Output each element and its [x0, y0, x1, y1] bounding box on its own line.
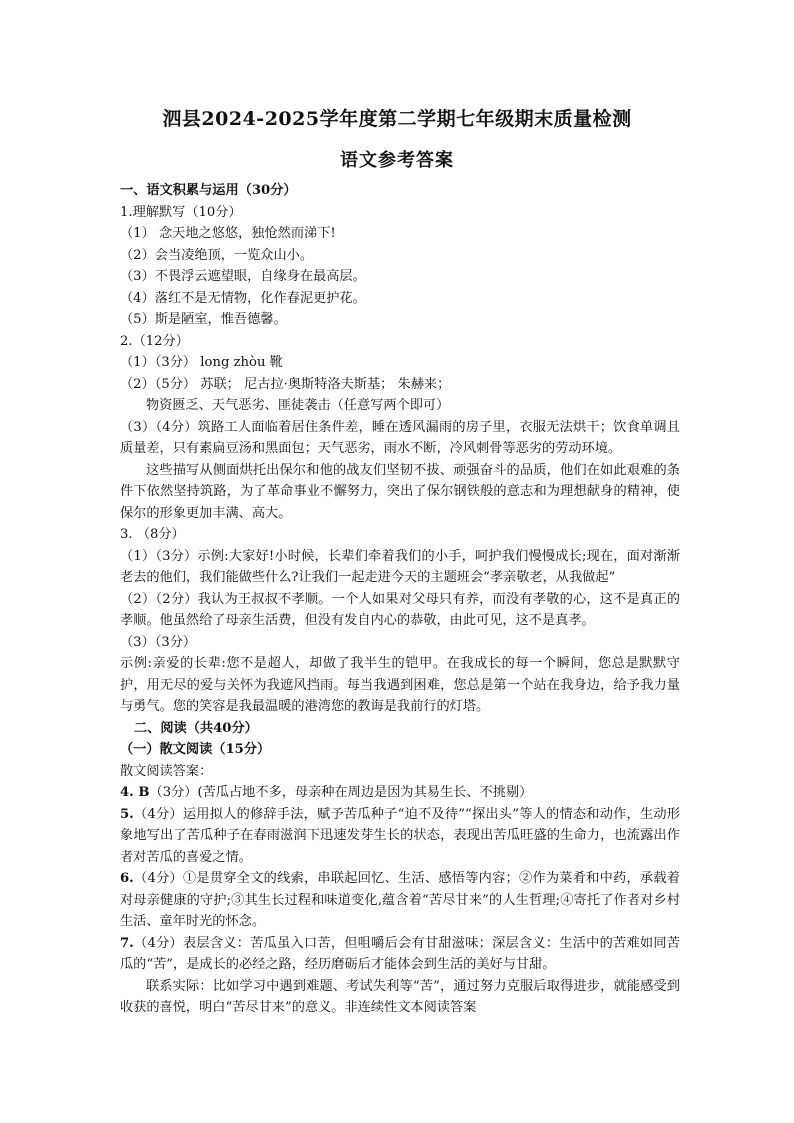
q2-item-3: （3）（4分）筑路工人面临着居住条件差，睡在透风漏雨的房子里，衣服无法烘干；饮食单调且质量差，只有素扁豆汤和黑面包；天气恶劣，雨水不断，冷风刺骨等恶劣的劳动环境。	[120, 419, 680, 456]
question-3-label: 3. （8分）	[120, 527, 185, 542]
q7-number: 7.	[120, 935, 134, 951]
page-title: 泗县2024-2025学年度第二学期七年级期末质量检测	[162, 108, 632, 130]
prose-answers-intro: 散文阅读答案：	[120, 763, 213, 779]
q6-number: 6.	[120, 871, 134, 886]
q1-item-5: （5）斯是陋室，惟吾德馨。	[120, 312, 287, 327]
q3-item-3-answer: 示例:亲爱的长辈:您不是超人，却做了我半生的铠甲。在我成长的每一个瞬间，您总是默默守护，用无尽的爱与关怀为我遮风挡雨。每当我遇到困难，您总是第一个站在我身边，给予我力量与勇气。您的笑容是我最温暖的港湾您的教诲是我前行的灯塔。	[120, 656, 680, 714]
q2-item-1: （1）（3分） long zhòu 靴	[120, 355, 283, 370]
question-2-label: 2.（12分）	[120, 333, 189, 349]
q1-item-3: （3）不畏浮云遮望眼，自缘身在最高层。	[120, 269, 366, 284]
q4-text: （3分）(苦瓜占地不多，母亲种在周边是因为其易生长、不挑剔）	[149, 785, 533, 800]
q4-number: 4. B	[120, 785, 150, 800]
answer-content	[120, 180, 680, 1019]
q1-item-2: （2）会当凌绝顶，一览众山小。	[120, 247, 314, 263]
q1-item-1: （1） 念天地之悠悠，独怆然而涕下!	[120, 226, 336, 241]
q3-item-1: （1）（3分）示例:大家好!小时候，长辈们牵着我们的小手，呵护我们慢慢成长;现在，面对渐渐老去的他们，我们能做些什么?让我们一起走进今天的主题班会“孝亲敬老，从我做起”	[120, 548, 680, 585]
q7-text: （4分）表层含义：苦瓜虽入口苦，但咀嚼后会有甘甜滋味；深层含义：生活中的苦难如同苦瓜的“苦”，是成长的必经之路，经历磨砺后才能体会到生活的美好与甘甜。	[120, 935, 680, 972]
q6-answer	[120, 868, 680, 933]
q2-item-2-continued: 物资匮乏、天气恶劣、匪徒袭击（任意写两个即可）	[146, 398, 450, 413]
page-subtitle: 语文参考答案	[340, 150, 454, 171]
q2-item-3-continued: 这些描写从侧面烘托出保尔和他的战友们坚韧不拔、顽强奋斗的品质，他们在如此艰难的条件下依然坚持筑路，为了革命事业不懈努力，突出了保尔钢铁般的意志和为理想献身的精神，使保尔的形象更加丰满、高大。	[120, 462, 680, 521]
q6-text: （4分）①是贯穿全文的线索，串联起回忆、生活、感悟等内容；②作为菜肴和中药，承载着对母亲健康的守护;③其生长过程和味道变化,蕴含着“苦尽甘来”的人生哲理;④寄托了作者对乡村生活、童年时光的怀念。	[120, 871, 680, 929]
q2-item-2: （2）（5分） 苏联； 尼古拉·奥斯特洛夫斯基； 朱赫来；	[120, 376, 451, 392]
q3-item-3: （3）（3分）	[120, 634, 197, 650]
q5-answer	[120, 804, 680, 869]
q4-answer	[120, 782, 680, 804]
q5-text: （4分）运用拟人的修辞手法，赋予苦瓜种子“迫不及待”“探出头”等人的情态和动作，生动形象地写出了苦瓜种子在春雨滋润下迅速发芽生长的状态，表现出苦瓜旺盛的生命力，也流露出作者对苦瓜的喜爱之情。	[120, 806, 680, 865]
q7-answer	[120, 933, 680, 976]
subsection-heading-prose: （一）散文阅读（15分）	[120, 742, 271, 757]
q1-item-4: （4）落红不是无情物，化作春泥更护花。	[120, 290, 366, 306]
section-heading-2: 二、阅读（共40分）	[134, 720, 258, 736]
q5-number: 5.	[120, 806, 134, 822]
q7-answer-continued: 联系实际：比如学习中遇到难题、考试失利等“苦”，通过努力克服后取得进步，就能感受到收获的喜悦，明白“苦尽甘来”的意义。非连续性文本阅读答案	[120, 978, 680, 1015]
q3-item-2: （2）（2分）我认为王叔叔不孝顺。一个人如果对父母只有养，而没有孝敬的心，这不是真正的孝顺。他虽然给了母亲生活费，但没有发自内心的恭敬，由此可见，这不是真孝。	[120, 591, 680, 628]
question-1-label: 1.理解默写（10分）	[120, 204, 242, 220]
section-heading-1: 一、语文积累与运用（30分）	[120, 183, 297, 198]
